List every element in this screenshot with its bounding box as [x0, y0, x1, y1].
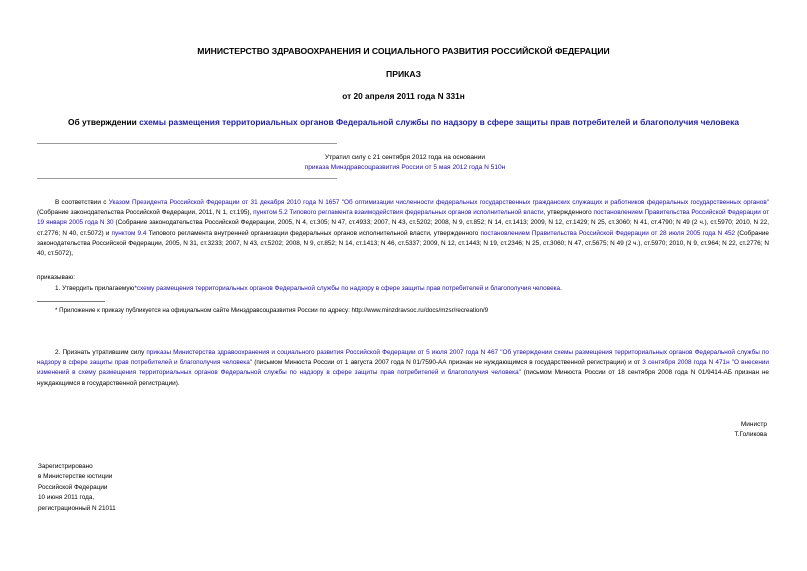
registration-number: регистрационный N 21011 — [38, 504, 116, 512]
registration-line: Зарегистрировано — [38, 463, 93, 470]
item-2 — [37, 348, 769, 389]
document-title — [0, 117, 807, 127]
title-prefix: Об утверждении — [67, 117, 140, 127]
preamble-text-2: (Собрание законодательства Российской Федерации, 2011, N 1, ст.195), — [37, 209, 254, 217]
item-2-text-1: 2. Признать утратившим силу — [55, 349, 147, 356]
preamble-link-reglament[interactable]: пунктом 5.2 Типового регламента взаимодействия федеральных органов исполнительной власти — [253, 209, 544, 217]
footnote-divider — [37, 301, 105, 302]
preamble-link-point-9-4[interactable]: пунктом 9.4 — [111, 229, 147, 237]
divider-top — [37, 143, 337, 144]
divider-bottom — [37, 178, 337, 179]
registration-block — [38, 462, 116, 514]
registration-date: 10 июня 2011 года, — [38, 494, 95, 502]
expired-note-link[interactable]: приказа Минздравсоцразвития России от 5 мая 2012 года N 510н — [304, 164, 506, 171]
preamble-text-1: В соответствии с — [55, 199, 109, 206]
preamble-text-4: (Собрание законодательства Российской Федерации, 2005, N 4, ст.305; N 47, ст.4933; 2007, N 43, ст.5202; 2008, N 9, ст.852; N 14, ст.1413; 2009, N 12, ст.1429; N 25, ст.3060; N 41, ст.4790; N 49 (2 ч.), ст.5970; 2010, N 22, ст.2776; N 40, ст.5072) и — [37, 219, 769, 237]
item-1-scheme-link[interactable]: *схему размещения территориальных органов Федеральной службы по надзору в сфере защиты прав потребителей и благополучия человека — [134, 285, 561, 292]
title-link[interactable]: схемы размещения территориальных органов Федеральной службы по надзору в сфере защиты прав потребителей и благополучия человека — [139, 117, 740, 127]
preamble-text-6: (Собрание законодательства Российской Федерации, 2005, N 31, ст.3233; 2007, N 43, ст.5202; 2008, N 9, ст.852; N 14, ст.1413; N 46, ст.5337; 2009, N 12, ст.1443; N 19, ст.2346; N 25, ст.3060; N 47, ст.5675; N 49 (2 ч.), ст.5970; 2010, N 9, ст.964; N 22, ст.2776; N 40, ст.5072), — [37, 229, 769, 258]
item-2-text-3: (письмом Минюста России от 18 сентября 2008 года N 01/9414-АБ признан не нуждающимся в государственной регистрации). — [37, 369, 769, 387]
order-word: приказываю: — [37, 274, 75, 281]
preamble-link-decree[interactable]: Указом Президента Российской Федерации от 31 декабря 2010 года N 1657 "Об оптимизации численности федеральных государственных гражданских служащих и работников федеральных государственных органов" — [108, 199, 769, 206]
item-2-link-order-471[interactable]: 3 сентября 2008 года N 471н "О внесении изменений в схему размещения территориальных органов Федеральной службы по надзору в сфере защиты прав потребителей и благополучия человека" — [37, 359, 769, 377]
preamble-text-5: Типового регламента внутренней организации федеральных органов исполнительной власти, утвержденного — [146, 229, 481, 237]
item-1-text: 1. Утвердить прилагаемую — [55, 285, 135, 292]
expired-note-text: Утратил силу с 21 сентября 2012 года на основании — [324, 154, 486, 161]
registration-line: Российской Федерации — [38, 483, 108, 491]
ministry-heading: МИНИСТЕРСТВО ЗДРАВООХРАНЕНИЯ И СОЦИАЛЬНОГО РАЗВИТИЯ РОССИЙСКОЙ ФЕДЕРАЦИИ — [197, 46, 610, 56]
signature-block — [734, 420, 767, 440]
document-type-heading: ПРИКАЗ — [386, 69, 421, 79]
preamble-paragraph — [37, 198, 769, 259]
item-1-end: . — [560, 285, 562, 292]
registration-line: в Министерстве юстиции — [38, 473, 113, 481]
preamble-link-resolution-452[interactable]: постановлением Правительства Российской Федерации от 28 июля 2005 года N 452 — [480, 229, 736, 237]
item-1 — [55, 284, 769, 294]
item-2-text-2: (письмом Минюста России от 1 августа 2007 года N 01/7590-АА признан не нуждающимся в государственной регистрации) и от — [252, 359, 643, 367]
expired-note — [300, 153, 510, 173]
item-2-link-order-467[interactable]: приказы Министерства здравоохранения и социального развития Российской Федерации от 5 июля 2007 года N 467 "Об утверждении схемы размещения территориальных органов Федеральной службы по надзору в сфере защиты прав потребителей и благополучия человека" — [37, 349, 769, 367]
signature-name: Т.Голикова — [734, 431, 767, 438]
signature-position: Министр — [740, 421, 767, 428]
preamble-link-resolution-30[interactable]: постановлением Правительства Российской Федерации от 19 января 2005 года N 30 — [37, 209, 769, 227]
footnote: * Приложение к приказу публикуется на официальном сайте Минздравсоцразвития России по адресу: http://www.minzdravsoc.ru/docs/mzsr/recreation/9 — [55, 307, 489, 314]
preamble-text-3: , утвержденного — [543, 209, 594, 217]
date-number-heading: от 20 апреля 2011 года N 331н — [342, 91, 465, 101]
